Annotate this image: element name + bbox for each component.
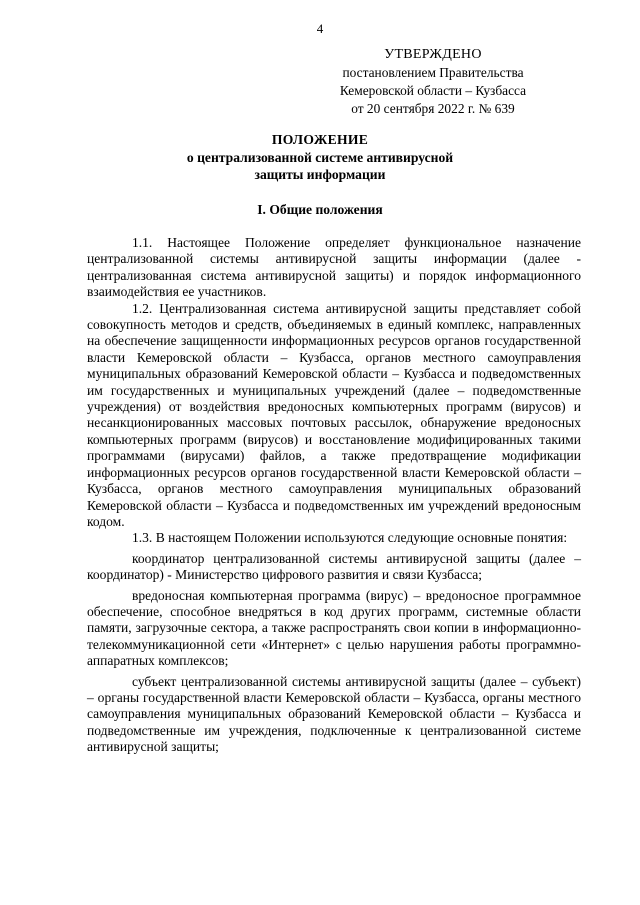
title-main: ПОЛОЖЕНИЕ [271, 132, 369, 147]
paragraph-1-1: 1.1. Настоящее Положение определяет функциональное назначение централизованной системы антивирусной защиты информации (далее - централизованная система антивирусной защиты) и порядок информационного взаимодействия ее участников. [87, 235, 581, 300]
title-line: о централизованной системе антивирусной [186, 149, 454, 165]
approval-heading: УТВЕРЖДЕНО [384, 47, 482, 62]
approval-line: постановлением Правительства [342, 65, 524, 80]
section-heading: I. Общие положения [257, 202, 383, 217]
approval-line: Кемеровской области – Кузбасса [339, 83, 527, 98]
approval-stamp [308, 46, 558, 118]
approval-line: от 20 сентября 2022 г. № 639 [351, 101, 515, 116]
document-title [0, 131, 640, 184]
title-line: защиты информации [254, 167, 386, 182]
paragraph-1-2: 1.2. Централизованная система антивирусной защиты представляет собой совокупность методов и средств, объединяемых в единый комплекс, направленных на обеспечение защищенности информационных ресурсов органов государственной власти Кемеровской области – Кузбасса, органов местного самоуправления муниципальных образований Кемеровской области – Кузбасса и подведомственных им государственных и муниципальных учреждений (далее – подведомственные учреждения) от воздействия вредоносных компьютерных программ (вирусов) и несанкционированных массовых почтовых рассылок, обнаружение вредоносных компьютерных программ (вирусов) и восстановление модифицированных такими программами (вирусами) файлов, а также предотвращение модификации информационных ресурсов органов государственной власти Кемеровской области – Кузбасса, органов местного самоуправления муниципальных образований Кемеровской области – Кузбасса и подведомственных им учреждений вредоносным кодом. [87, 300, 581, 529]
paragraph-1-3: 1.3. В настоящем Положении используются следующие основные понятия: [132, 530, 568, 546]
definition-coordinator: координатор централизованной системы антивирусной защиты (далее – координатор) - Министерство цифрового развития и связи Кузбасса; [87, 550, 581, 583]
document-body [87, 235, 581, 756]
page-number: 4 [316, 21, 324, 36]
definition-malware: вредоносная компьютерная программа (вирус) – вредоносное программное обеспечение, способное внедряться в код других программ, системные области памяти, загрузочные сектора, а также распространять свои копии в информационно-телекоммуникационной сети «Интернет» с целью нарушения работы программно-аппаратных комплексов; [87, 587, 581, 669]
definition-subject: субъект централизованной системы антивирусной защиты (далее – субъект) – органы государственной власти Кемеровской области – Кузбасса, органы местного самоуправления муниципальных образований Кемеровской области – Кузбасса и подведомственные им учреждения, подключенные к централизованной системе антивирусной защиты; [87, 673, 581, 755]
